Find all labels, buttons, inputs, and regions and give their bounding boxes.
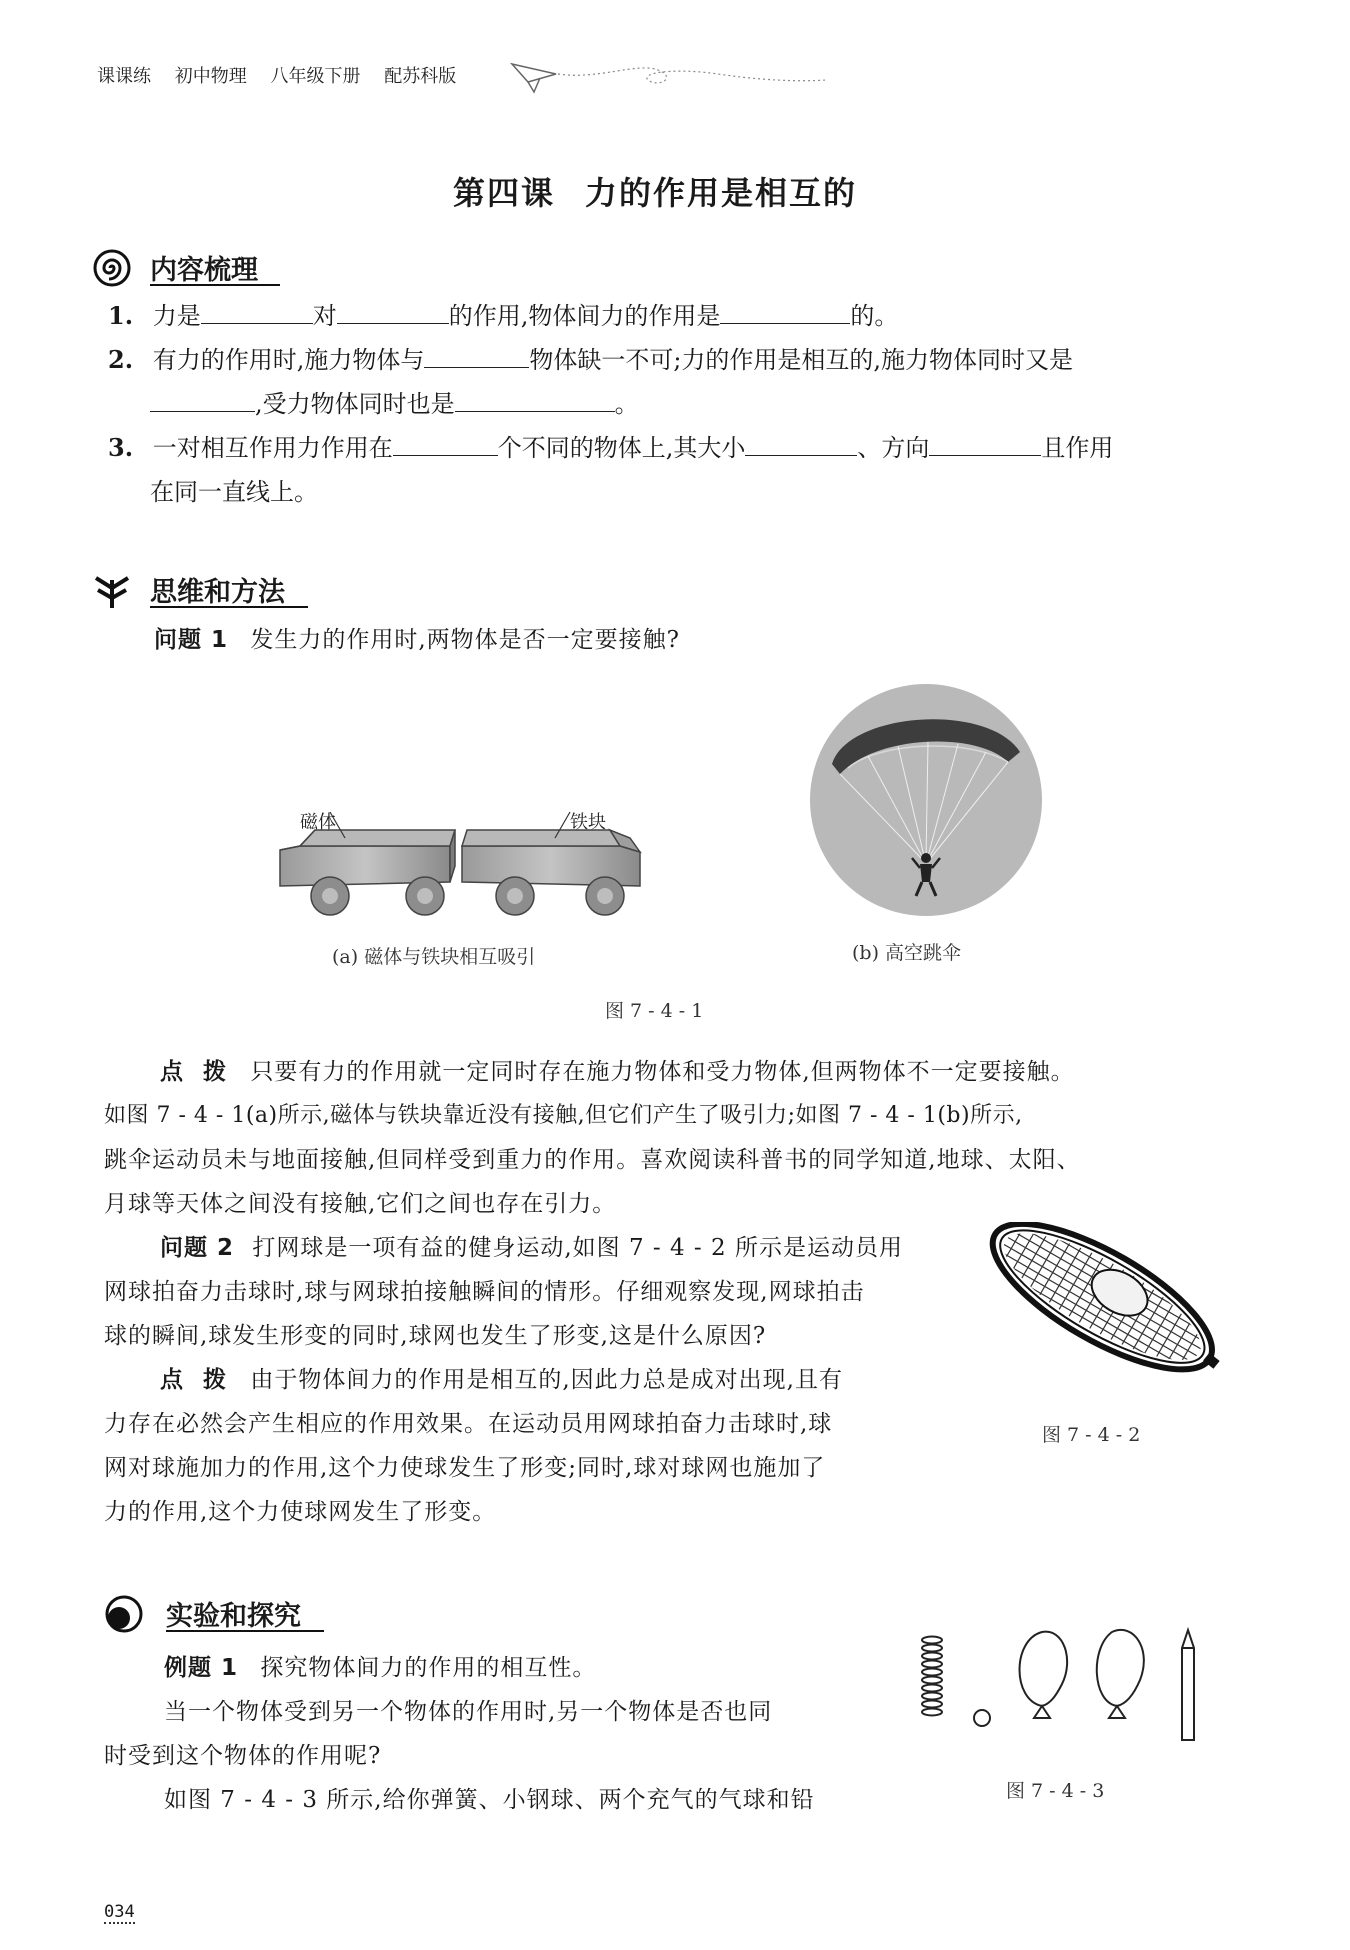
figure-1-caption: 图 7 - 4 - 1 bbox=[605, 1000, 704, 1022]
question-label: 问题 2 bbox=[160, 1235, 235, 1261]
item-text: 。 bbox=[614, 390, 639, 418]
steel-ball-icon bbox=[974, 1710, 990, 1726]
lesson-name: 力的作用是相互的 bbox=[585, 174, 858, 212]
item-text: 有力的作用时,施力物体与 bbox=[152, 346, 425, 374]
question-2-line-2: 网球拍奋力击球时,球与网球拍接触瞬间的情形。仔细观察发现,网球拍击 bbox=[104, 1279, 865, 1305]
parachute-figure bbox=[808, 682, 1044, 918]
fill-blank[interactable] bbox=[455, 389, 615, 412]
fill-blank[interactable] bbox=[150, 389, 255, 412]
fill-blank[interactable] bbox=[337, 301, 449, 324]
content-item-2-cont bbox=[150, 382, 639, 426]
question-label: 问题 1 bbox=[154, 627, 229, 653]
caption-b: (b) 高空跳伞 bbox=[852, 942, 962, 964]
caption-a: (a) 磁体与铁块相互吸引 bbox=[332, 946, 536, 968]
header-grade: 八年级下册 bbox=[270, 66, 361, 87]
label-iron: 铁块 bbox=[570, 812, 606, 833]
section-underline bbox=[166, 1630, 324, 1632]
fill-blank[interactable] bbox=[424, 345, 529, 368]
content-item-2 bbox=[108, 338, 1073, 382]
fill-blank[interactable] bbox=[720, 301, 850, 324]
hint-2-line-2: 力存在必然会产生相应的作用效果。在运动员用网球拍奋力击球时,球 bbox=[104, 1411, 833, 1437]
question-text: 打网球是一项有益的健身运动,如图 7 - 4 - 2 所示是运动员用 bbox=[252, 1235, 903, 1261]
header-edition: 配苏科版 bbox=[384, 66, 457, 87]
fill-blank[interactable] bbox=[393, 433, 498, 456]
question-2-line-3: 球的瞬间,球发生形变的同时,球网也发生了形变,这是什么原因? bbox=[104, 1323, 767, 1349]
item-text: 对 bbox=[312, 302, 337, 330]
question-2-line-1 bbox=[160, 1226, 903, 1270]
hint-2-line-3: 网对球施加力的作用,这个力使球发生了形变;同时,球对球网也施加了 bbox=[104, 1455, 826, 1481]
item-text: 物体缺一不可;力的作用是相互的,施力物体同时又是 bbox=[529, 346, 1074, 374]
running-header bbox=[97, 62, 474, 88]
item-text: 且作用 bbox=[1041, 434, 1114, 462]
tennis-racket-figure bbox=[980, 1222, 1230, 1402]
example-title: 探究物体间力的作用的相互性。 bbox=[260, 1655, 597, 1681]
hint-text: 由于物体间力的作用是相互的,因此力总是成对出现,且有 bbox=[250, 1367, 843, 1393]
item-number: 2. bbox=[108, 345, 134, 374]
hint-1-line-4: 月球等天体之间没有接触,它们之间也存在引力。 bbox=[104, 1191, 617, 1217]
label-magnet: 磁体 bbox=[300, 812, 336, 833]
experiment-items-figure bbox=[912, 1620, 1212, 1770]
item-number: 1. bbox=[108, 301, 134, 330]
hint-text: 只要有力的作用就一定同时存在施力物体和受力物体,但两物体不一定要接触。 bbox=[250, 1059, 1075, 1085]
fill-blank[interactable] bbox=[201, 301, 313, 324]
content-item-3 bbox=[108, 426, 1113, 470]
question-text: 发生力的作用时,两物体是否一定要接触? bbox=[250, 627, 680, 653]
header-series: 课课练 bbox=[97, 66, 151, 87]
item-text: 、方向 bbox=[857, 434, 930, 462]
balloon-icon bbox=[1020, 1632, 1068, 1718]
example-1-line-2: 时受到这个物体的作用呢? bbox=[104, 1743, 382, 1769]
section-title-experiment: 实验和探究 bbox=[166, 1601, 301, 1632]
item-number: 3. bbox=[108, 433, 134, 462]
fill-blank[interactable] bbox=[745, 433, 857, 456]
example-1-line-3: 如图 7 - 4 - 3 所示,给你弹簧、小钢球、两个充气的气球和铅 bbox=[164, 1787, 815, 1813]
spiral-icon bbox=[92, 248, 132, 288]
hint-label: 点 拨 bbox=[160, 1059, 233, 1085]
example-label: 例题 1 bbox=[164, 1655, 239, 1681]
item-text: 个不同的物体上,其大小 bbox=[497, 434, 746, 462]
figure-3-caption: 图 7 - 4 - 3 bbox=[1006, 1780, 1105, 1802]
magnet-cart bbox=[280, 830, 455, 915]
content-item-1 bbox=[108, 294, 898, 338]
iron-cart bbox=[462, 830, 640, 915]
hint-1-line-2: 如图 7 - 4 - 1(a)所示,磁体与铁块靠近没有接触,但它们产生了吸引力;如图 7 - 4 - 1(b)所示, bbox=[104, 1103, 1023, 1128]
section-title-content: 内容梳理 bbox=[150, 255, 258, 286]
fill-blank[interactable] bbox=[929, 433, 1041, 456]
item-text: 的作用,物体间力的作用是 bbox=[448, 302, 721, 330]
item-text: 力是 bbox=[152, 302, 201, 330]
example-1-title bbox=[164, 1646, 596, 1690]
hint-label: 点 拨 bbox=[160, 1367, 233, 1393]
figure-2-caption: 图 7 - 4 - 2 bbox=[1042, 1424, 1141, 1446]
item-text: 的。 bbox=[850, 302, 899, 330]
balloon-icon bbox=[1097, 1630, 1144, 1718]
lesson-number: 第四课 bbox=[452, 174, 555, 212]
hint-1-line-1 bbox=[160, 1050, 1075, 1094]
paper-plane-icon bbox=[508, 52, 828, 102]
page-number: 034 bbox=[104, 1902, 135, 1922]
question-1 bbox=[154, 618, 680, 662]
section-title-thinking: 思维和方法 bbox=[150, 577, 285, 608]
pencil-icon bbox=[1182, 1630, 1194, 1740]
example-1-line-1: 当一个物体受到另一个物体的作用时,另一个物体是否也同 bbox=[164, 1699, 773, 1725]
section-underline bbox=[150, 606, 308, 608]
item-text: 一对相互作用力作用在 bbox=[152, 434, 393, 462]
spring-icon bbox=[922, 1637, 942, 1716]
lesson-title bbox=[0, 168, 1310, 214]
hint-2-line-4: 力的作用,这个力使球网发生了形变。 bbox=[104, 1499, 497, 1525]
sprout-icon bbox=[92, 570, 132, 610]
content-item-3-cont: 在同一直线上。 bbox=[150, 478, 318, 506]
hint-1-line-3: 跳伞运动员未与地面接触,但同样受到重力的作用。喜欢阅读科普书的同学知道,地球、太阳、 bbox=[104, 1147, 1081, 1173]
circles-icon bbox=[104, 1594, 144, 1634]
item-text: ,受力物体同时也是 bbox=[255, 390, 455, 418]
hint-2-line-1 bbox=[160, 1358, 843, 1402]
section-underline bbox=[150, 284, 280, 286]
header-subject: 初中物理 bbox=[174, 66, 247, 87]
